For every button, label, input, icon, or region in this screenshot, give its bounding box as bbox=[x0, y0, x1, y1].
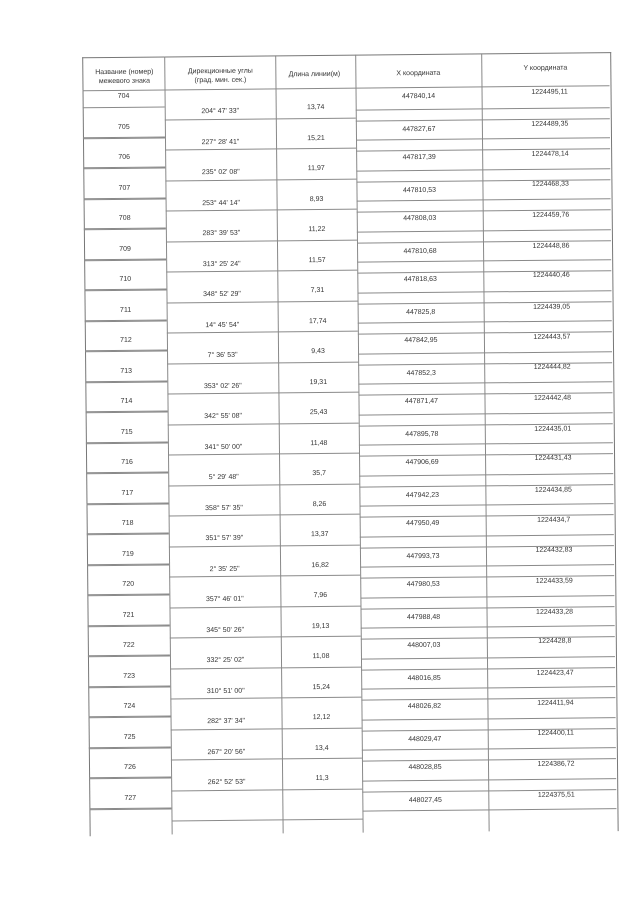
line-length: 11,57 bbox=[308, 256, 326, 264]
y-coordinate: 1224432,83 bbox=[535, 546, 573, 554]
point-name: 719 bbox=[122, 550, 134, 558]
x-coordinate: 447950,49 bbox=[406, 519, 440, 528]
line-length: 19,13 bbox=[311, 622, 330, 630]
direction-angle: 351° 57' 39" bbox=[205, 534, 244, 543]
direction-angle: 7° 36' 53" bbox=[207, 352, 238, 360]
y-coordinate: 1224435,01 bbox=[534, 425, 572, 433]
y-coordinate: 1224423,47 bbox=[536, 669, 574, 677]
y-coordinate: 1224386,72 bbox=[537, 760, 575, 768]
x-coordinate: 447817,39 bbox=[402, 153, 436, 162]
line-length: 16,82 bbox=[311, 561, 329, 569]
point-name: 704 bbox=[117, 92, 130, 100]
line-length: 15,21 bbox=[307, 134, 325, 142]
x-coordinate: 447818,63 bbox=[403, 275, 437, 284]
y-coordinate: 1224443,57 bbox=[533, 333, 571, 341]
direction-angle: 267° 20' 56" bbox=[207, 748, 246, 756]
x-coordinate: 447810,68 bbox=[403, 247, 437, 255]
table-grid bbox=[0, 0, 636, 3]
y-coordinate: 1224433,59 bbox=[535, 577, 573, 585]
direction-angle: 5° 29' 48" bbox=[208, 474, 239, 482]
y-coordinate: 1224439,05 bbox=[533, 303, 571, 311]
y-coordinate: 1224400,11 bbox=[537, 729, 574, 737]
x-coordinate: 447895,78 bbox=[405, 430, 439, 438]
direction-angle: 310° 51' 00" bbox=[206, 687, 245, 695]
x-coordinate: 447842,95 bbox=[404, 336, 438, 345]
direction-angle: 341° 50' 00" bbox=[204, 443, 243, 451]
point-name: 720 bbox=[122, 580, 135, 588]
x-coordinate: 447906,69 bbox=[405, 458, 439, 467]
line-length: 8,26 bbox=[312, 500, 327, 508]
line-length: 11,22 bbox=[308, 226, 326, 234]
direction-angle: 262° 52' 53" bbox=[207, 778, 246, 787]
y-coordinate: 1224434,85 bbox=[534, 486, 572, 494]
direction-angle: 204° 47' 33" bbox=[201, 108, 240, 116]
x-coordinate: 447808,03 bbox=[403, 214, 437, 223]
header-direction-angles: Дирекционные углы (град. мин. сек.) bbox=[187, 67, 253, 85]
point-name: 724 bbox=[123, 702, 136, 710]
x-coordinate: 448028,85 bbox=[408, 763, 442, 772]
x-coordinate: 447871,47 bbox=[404, 397, 439, 406]
line-length: 35,7 bbox=[312, 470, 327, 478]
point-name: 712 bbox=[120, 336, 132, 344]
line-length: 25,43 bbox=[309, 409, 328, 417]
point-name: 709 bbox=[119, 245, 131, 253]
x-coordinate: 447993,73 bbox=[406, 552, 440, 560]
y-coordinate: 1224495,11 bbox=[531, 88, 568, 96]
x-coordinate: 448016,85 bbox=[407, 674, 441, 682]
direction-angle: 283° 39' 53" bbox=[202, 230, 241, 238]
line-length: 7,31 bbox=[310, 287, 325, 295]
point-name: 711 bbox=[119, 306, 132, 314]
x-coordinate: 447840,14 bbox=[402, 92, 436, 101]
header-line-length: Длина линии(м) bbox=[288, 70, 341, 79]
point-name: 725 bbox=[123, 733, 136, 741]
point-name: 707 bbox=[118, 184, 131, 192]
line-length: 11,3 bbox=[315, 775, 329, 783]
point-name: 727 bbox=[124, 794, 137, 802]
point-name: 721 bbox=[122, 611, 135, 619]
direction-angle: 253° 44' 14" bbox=[202, 199, 241, 207]
line-length: 17,74 bbox=[308, 317, 327, 325]
line-length: 7,96 bbox=[313, 592, 328, 600]
y-coordinate: 1224459,76 bbox=[532, 211, 570, 219]
line-length: 11,97 bbox=[307, 165, 325, 173]
line-length: 9,43 bbox=[311, 348, 325, 356]
line-length: 11,48 bbox=[310, 439, 328, 447]
x-coordinate: 447942,23 bbox=[405, 491, 439, 499]
x-coordinate: 447852,3 bbox=[406, 369, 436, 377]
direction-angle: 342° 55' 08" bbox=[204, 412, 243, 421]
x-coordinate: 447810,53 bbox=[402, 186, 437, 194]
point-name: 714 bbox=[120, 397, 133, 405]
line-length: 13,4 bbox=[314, 744, 329, 752]
direction-angle: 227° 28' 41" bbox=[201, 138, 240, 146]
line-length: 11,08 bbox=[312, 653, 330, 661]
line-length: 13,74 bbox=[306, 104, 325, 112]
direction-angle: 353° 02' 26" bbox=[203, 382, 242, 390]
x-coordinate: 448029,47 bbox=[408, 735, 442, 743]
x-coordinate: 447980,53 bbox=[406, 580, 440, 589]
direction-angle: 2° 35' 25" bbox=[209, 565, 240, 573]
y-coordinate: 1224489,35 bbox=[531, 120, 569, 128]
x-coordinate: 448007,03 bbox=[407, 641, 441, 650]
line-length: 8,93 bbox=[309, 195, 324, 203]
y-coordinate: 1224434,7 bbox=[537, 516, 571, 524]
point-name: 710 bbox=[119, 275, 132, 283]
point-name: 717 bbox=[121, 489, 134, 497]
direction-angle: 345° 50' 26" bbox=[206, 626, 245, 634]
point-name: 706 bbox=[118, 153, 131, 161]
point-name: 705 bbox=[117, 123, 130, 131]
point-name: 726 bbox=[124, 763, 136, 771]
y-coordinate: 1224442,48 bbox=[533, 394, 572, 402]
y-coordinate: 1224411,94 bbox=[537, 699, 574, 707]
x-coordinate: 448026,82 bbox=[407, 702, 442, 711]
x-coordinate: 448027,45 bbox=[408, 796, 442, 804]
x-coordinate: 447827,67 bbox=[402, 125, 436, 133]
y-coordinate: 1224448,86 bbox=[532, 242, 570, 250]
direction-angle: 358° 57' 35" bbox=[205, 504, 243, 512]
header-point-name: Название (номер) межевого знака bbox=[95, 68, 154, 86]
direction-angle: 282° 37' 34" bbox=[207, 717, 245, 726]
point-name: 715 bbox=[120, 428, 133, 436]
header-y-coordinate: Y координата bbox=[523, 64, 568, 73]
y-coordinate: 1224440,46 bbox=[532, 271, 570, 279]
direction-angle: 235° 02' 08" bbox=[201, 169, 240, 177]
point-name: 722 bbox=[122, 641, 135, 649]
y-coordinate: 1224431,43 bbox=[534, 454, 572, 462]
point-name: 718 bbox=[121, 519, 134, 527]
point-name: 708 bbox=[118, 214, 131, 222]
header-x-coordinate: X координата bbox=[396, 69, 441, 78]
point-name: 716 bbox=[121, 458, 133, 466]
y-coordinate: 1224468,33 bbox=[531, 180, 569, 188]
line-length: 13,37 bbox=[310, 531, 329, 539]
line-length: 12,12 bbox=[312, 714, 331, 722]
direction-angle: 348° 52' 29" bbox=[203, 291, 241, 299]
line-length: 19,31 bbox=[309, 378, 328, 386]
point-name: 713 bbox=[120, 367, 133, 375]
direction-angle: 332° 25' 02" bbox=[206, 656, 245, 665]
x-coordinate: 447988,48 bbox=[407, 613, 441, 621]
point-name: 723 bbox=[123, 672, 136, 680]
x-coordinate: 447825,8 bbox=[406, 308, 436, 316]
direction-angle: 14° 45' 54" bbox=[205, 321, 240, 329]
y-coordinate: 1224433,28 bbox=[536, 608, 574, 616]
direction-angle: 313° 25' 24" bbox=[202, 260, 241, 268]
y-coordinate: 1224444,82 bbox=[533, 363, 571, 371]
direction-angle: 357° 46' 01" bbox=[205, 595, 244, 604]
y-coordinate: 1224375,51 bbox=[537, 791, 575, 799]
y-coordinate: 1224428,8 bbox=[538, 637, 572, 645]
line-length: 15,24 bbox=[312, 683, 331, 691]
y-coordinate: 1224478,14 bbox=[531, 150, 569, 158]
